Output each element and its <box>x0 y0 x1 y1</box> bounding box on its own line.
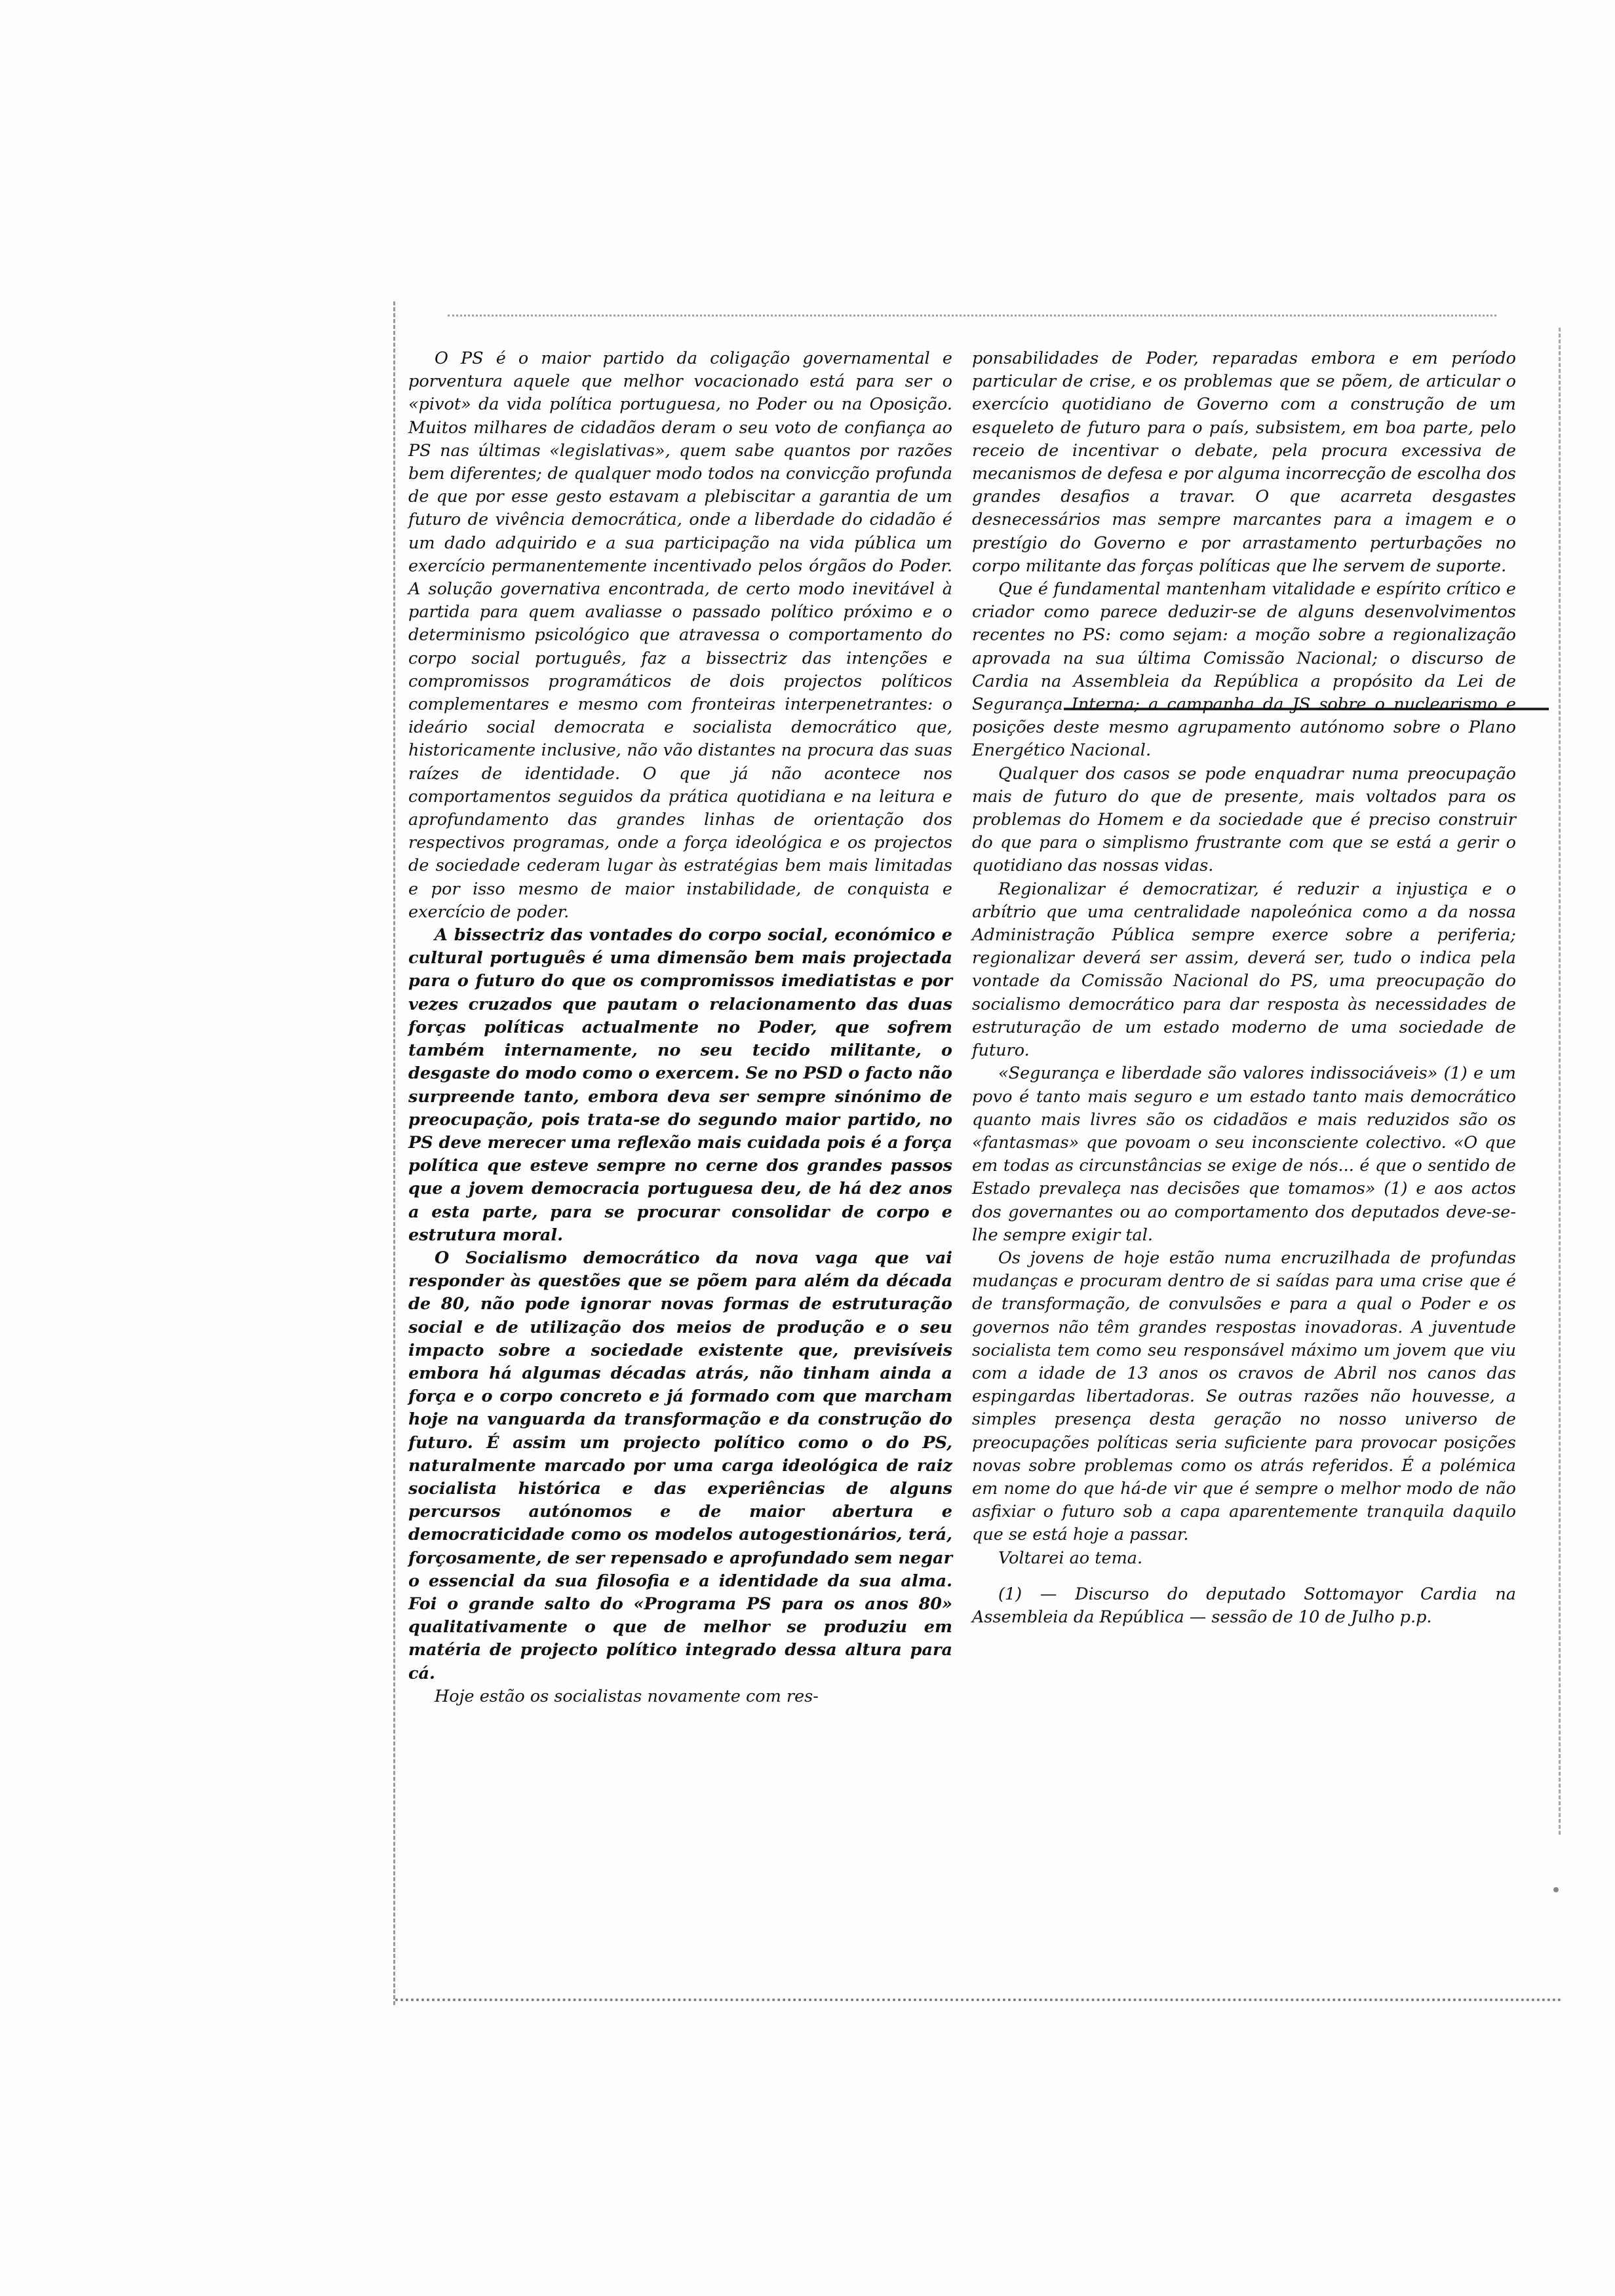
right-column <box>972 347 1516 1629</box>
column-right-edge <box>1559 328 1561 1835</box>
right-paragraph-1: ponsabilidades de Poder, reparadas embora e em período particular de crise, e os problemas que se põem, de articular o exercício quotidiano de Governo com a construção de um esqueleto de futuro para o país, subsistem, em boa parte, pelo receio de incentivar o debate, pela procura excessiva de mecanismos de defesa e por alguma incorrecção de escolha dos grandes desafios a travar. O que acarreta desgastes desnecessários mas sempre marcantes para a imagem e o prestígio do Governo e por arrastamento perturbações no corpo militante das forças políticas que lhe servem de suporte. <box>972 349 1516 576</box>
left-column <box>408 347 952 1708</box>
newspaper-clipping <box>393 301 1549 2005</box>
top-edge-noise <box>448 315 1496 327</box>
left-paragraph-2: A bissectriz das vontades do corpo social, económico e cultural português é uma dimensão bem mais projectada para o futuro do que os compromissos imediatistas e por vezes cruzados que pautam o relacionamento das duas forças políticas actualmente no Poder, que sofrem também internamente, no seu tecido militante, o desgaste do modo como o exercem. Se no PSD o facto não surpreende tanto, embora deva ser sempre sinónimo de preocupação, pois trata-se do segundo maior partido, no PS deve merecer uma reflexão mais cuidada pois é a força política que esteve sempre no cerne dos grandes passos que a jovem democracia portuguesa deu, de há dez anos a esta parte, para se procurar consolidar de corpo e estrutura moral. <box>408 925 952 1245</box>
left-paragraph-4: Hoje estão os socialistas novamente com res- <box>435 1686 819 1706</box>
right-paragraph-7: Voltarei ao tema. <box>998 1548 1143 1568</box>
footnote: (1) — Discurso do deputado Sottomayor Cardia na Assembleia da República — sessão de 10 de Julho p.p. <box>972 1584 1516 1627</box>
right-paragraph-4: Regionalizar é democratizar, é reduzir a injustiça e o arbítrio que uma centralidade napoleónica como a da nossa Administração Pública sempre exerce sobre a periferia; regionalizar deverá ser assim, deverá ser, tudo o indica pela vontade da Comissão Nacional do PS, uma preocupação do socialismo democrático para dar resposta às necessidades de estruturação de um estado moderno de uma sociedade de futuro. <box>972 879 1516 1061</box>
bottom-edge-noise <box>395 1985 1562 2001</box>
left-paragraph-1: O PS é o maior partido da coligação governamental e porventura aquele que melhor vocacionado está para ser o «pivot» da vida política portuguesa, no Poder ou na Oposição. Muitos milhares de cidadãos deram o seu voto de confiança ao PS nas últimas «legislativas», quem sabe quantos por razões bem diferentes; de qualquer modo todos na convicção profunda de que por esse gesto estavam a plebiscitar a garantia de um futuro de vivência democrática, onde a liberdade do cidadão é um dado adquirido e a sua participação na vida pública um exercício permanentemente incentivado pelos órgãos do Poder. A solução governativa encontrada, de certo modo inevitável à partida para quem avaliasse o passado político próximo e o determinismo psicológico que atravessa o comportamento do corpo social português, faz a bissectriz das intenções e compromissos programáticos de dois projectos políticos complementares e mesmo com fronteiras interpenetrantes: o ideário social democrata e socialista democrático que, historicamente inclusive, não vão distantes na procura das suas raízes de identidade. O que já não acontece nos comportamentos seguidos da prática quotidiana e na leitura e aprofundamento das grandes linhas de orientação dos respectivos programas, onde a força ideológica e os projectos de sociedade cederam lugar às estratégias bem mais limitadas e por isso mesmo de maior instabilidade, de conquista e exercício de poder. <box>408 349 952 922</box>
right-paragraph-3: Qualquer dos casos se pode enquadrar numa preocupação mais de futuro do que de presente, mais voltados para os problemas do Homem e da sociedade que é preciso construir do que para o simplismo frustrante com que se está a gerir o quotidiano das nossas vidas. <box>972 763 1516 876</box>
right-paragraph-5: «Segurança e liberdade são valores indissociáveis» (1) e um povo é tanto mais seguro e um estado tanto mais democrático quanto mais livres são os cidadãos e mais reduzidos são os «fantasmas» que povoam o seu inconsciente colectivo. «O que em todas as circunstâncias se exige de nós... é que o sentido de Estado prevaleça nas decisões que tomamos» (1) e aos actos dos governantes ou ao comportamento dos deputados deve-se-lhe sempre exigir tal. <box>972 1063 1516 1245</box>
right-paragraph-6: Os jovens de hoje estão numa encruzilhada de profundas mudanças e procuram dentro de si saídas para uma crise que é de transformação, de convulsões e para a qual o Poder e os governos não têm grandes respostas inovadoras. A juventude socialista tem como seu responsável máximo um jovem que viu com a idade de 13 anos os cravos de Abril nos canos das espingardas libertadoras. Se outras razões não houvesse, a simples presença desta geração no nosso universo de preocupações políticas seria suficiente para provocar posições novas sobre problemas como os atrás referidos. É a polémica em nome do que há-de vir que é sempre o melhor modo de não asfixiar o futuro sob a capa aparentemente tranquila daquilo que se está hoje a passar. <box>972 1248 1516 1545</box>
left-paragraph-3: O Socialismo democrático da nova vaga que vai responder às questões que se põem para além da década de 80, não pode ignorar novas formas de estruturação social e de utilização dos meios de produção e o seu impacto sobre a sociedade existente que, previsíveis embora há algumas décadas atrás, não tinham ainda a força e o corpo concreto e já formado com que marcham hoje na vanguarda da transformação e da construção do futuro. É assim um projecto político como o do PS, naturalmente marcado por uma carga ideológica de raiz socialista histórica e das experiências de alguns percursos autónomos e de maior abertura e democraticidade como os modelos autogestionários, terá, forçosamente, de ser repensado e aprofundado sem negar o essencial da sua filosofia e a identidade da sua alma. Foi o grande salto do «Programa PS para os anos 80» qualitativamente o que de melhor se produziu em matéria de projecto político integrado dessa altura para cá. <box>408 1248 953 1683</box>
scan-speck <box>1553 1887 1559 1892</box>
right-paragraph-2: Que é fundamental mantenham vitalidade e espírito crítico e criador como parece deduzir-se de alguns desenvolvimentos recentes no PS: como sejam: a moção sobre a regionalização aprovada na sua última Comissão Nacional; o discurso de Cardia na Assembleia da República a propósito da Lei de Segurança Interna; a campanha da JS sobre o nuclearismo e posições deste mesmo agrupamento autónomo sobre o Plano Energético Nacional. <box>972 579 1516 761</box>
